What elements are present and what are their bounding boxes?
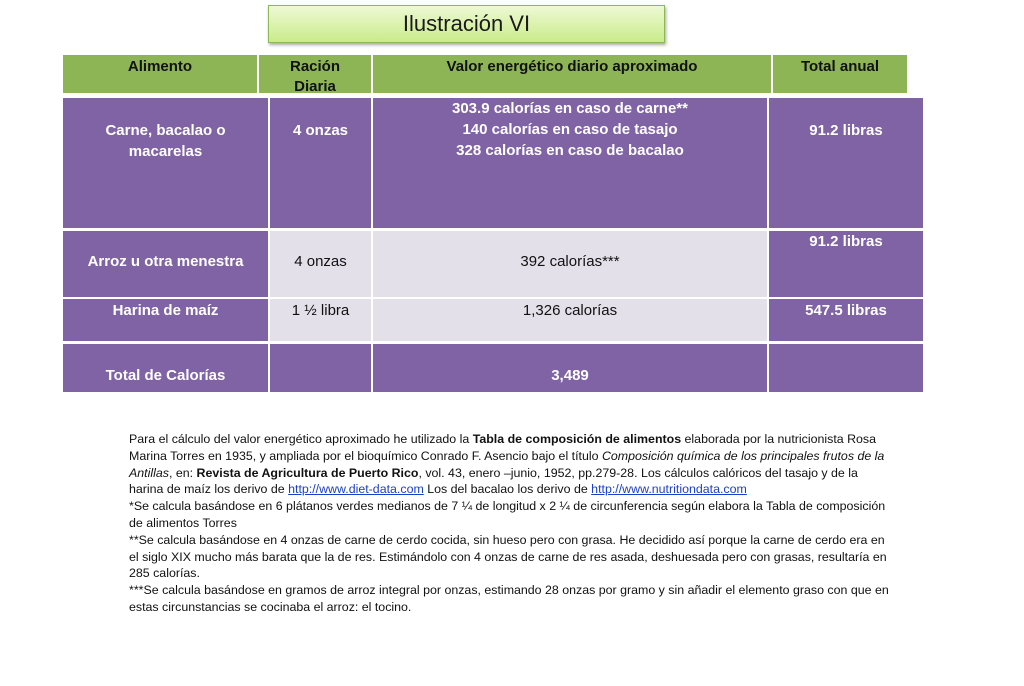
source-note-journal: Revista de Agricultura de Puerto Rico xyxy=(196,465,419,480)
source-note-text-a: Para el cálculo del valor energético aproximado he utilizado la xyxy=(129,432,473,446)
source-note-text-e: , en: xyxy=(168,465,197,480)
row2-food: Arroz u otra menestra xyxy=(87,253,244,270)
header-annual xyxy=(773,55,907,93)
table-row-1-energy xyxy=(373,98,767,228)
source-note-work-title: Composición química de los principales frutos de la Antillas xyxy=(129,448,885,480)
table-row-total-energy xyxy=(373,344,767,392)
header-energy xyxy=(373,55,771,93)
row3-energy: 1,326 calorías xyxy=(522,302,618,319)
slide-title-text: Ilustración VI xyxy=(402,11,531,36)
table-row-2-food xyxy=(63,231,268,297)
table-row-3-annual xyxy=(769,299,923,341)
header-food xyxy=(63,55,257,93)
table-row-2-ration xyxy=(270,231,371,297)
header-ration-line1: Ración xyxy=(289,58,340,75)
row1-annual: 91.2 libras xyxy=(809,122,883,139)
total-energy: 3,489 xyxy=(551,367,589,384)
source-note-text-h: Los del bacalao los derivo de xyxy=(423,482,592,497)
row1-food-line2: macarelas xyxy=(128,143,203,160)
footnotes xyxy=(129,431,889,616)
table-row-3-food xyxy=(63,299,268,341)
row3-annual: 547.5 libras xyxy=(805,302,887,319)
table-row-1-ration xyxy=(270,98,371,228)
diet-data-link[interactable]: http://www.diet-data.com xyxy=(288,482,424,497)
row2-energy: 392 calorías*** xyxy=(520,253,620,270)
source-note-text-c: elaborada por la nutricionista Rosa Marina Torres en 1935, y ampliada por el bioquímico Conrado F. Asencio bajo el título xyxy=(129,432,877,463)
table-row-total-annual xyxy=(769,344,923,392)
source-note xyxy=(129,431,889,498)
nutritiondata-link[interactable]: http://www.nutritiondata.com xyxy=(591,482,747,497)
footnote-3: ***Se calcula basándose en gramos de arroz integral por onzas, estimando 28 onzas por gramo y sin añadir el elemento graso con que en estas circunstancias se cocinaba el arroz: el tocino. xyxy=(129,583,889,614)
table-row-2-annual xyxy=(769,231,923,297)
row3-food: Harina de maíz xyxy=(112,302,219,319)
row1-food-line1: Carne, bacalao o xyxy=(105,122,226,139)
row1-energy-line3: 328 calorías en caso de bacalao xyxy=(456,142,684,159)
header-ration-line2: Diaria xyxy=(294,78,336,95)
table-row-3-energy xyxy=(373,299,767,341)
source-note-table-title: Tabla de composición de alimentos xyxy=(472,432,682,446)
header-annual-label: Total anual xyxy=(800,58,880,75)
row1-ration: 4 onzas xyxy=(292,122,349,139)
table-row-total-ration xyxy=(270,344,371,392)
row2-ration: 4 onzas xyxy=(294,253,347,270)
table-row-1-annual xyxy=(769,98,923,228)
source-note-text-g: , vol. 43, enero –junio, 1952, pp.279-28. Los cálculos calóricos del tasajo y de la harina de maíz los derivo de xyxy=(129,465,858,497)
header-food-label: Alimento xyxy=(127,58,193,75)
row2-annual: 91.2 libras xyxy=(809,233,883,250)
table-row-2-energy xyxy=(373,231,767,297)
row1-energy-line2: 140 calorías en caso de tasajo xyxy=(462,121,678,138)
total-label: Total de Calorías xyxy=(105,367,226,384)
row1-energy-line1: 303.9 calorías en caso de carne** xyxy=(452,100,688,117)
table-row-1-food xyxy=(63,98,268,228)
footnote-1: *Se calcula basándose en 6 plátanos verdes medianos de 7 ¼ de longitud x 2 ¼ de circunferencia según elabora la Tabla de composición de alimentos Torres xyxy=(129,499,886,530)
header-energy-label: Valor energético diario aproximado xyxy=(446,58,698,75)
row3-ration: 1 ½ libra xyxy=(291,302,350,319)
header-ration xyxy=(259,55,371,93)
table-row-total-food xyxy=(63,344,268,392)
footnote-2: **Se calcula basándose en 4 onzas de carne de cerdo cocida, sin hueso pero con grasa. He decidido así porque la carne de cerdo era en el siglo XIX mucho más barata que la de res. Estimándolo con 4 onzas de carne de res asada, deshuesada pero con grasas, resultaría en 285 calorías. xyxy=(129,532,887,581)
slide-title xyxy=(268,5,665,43)
table-row-3-ration xyxy=(270,299,371,341)
